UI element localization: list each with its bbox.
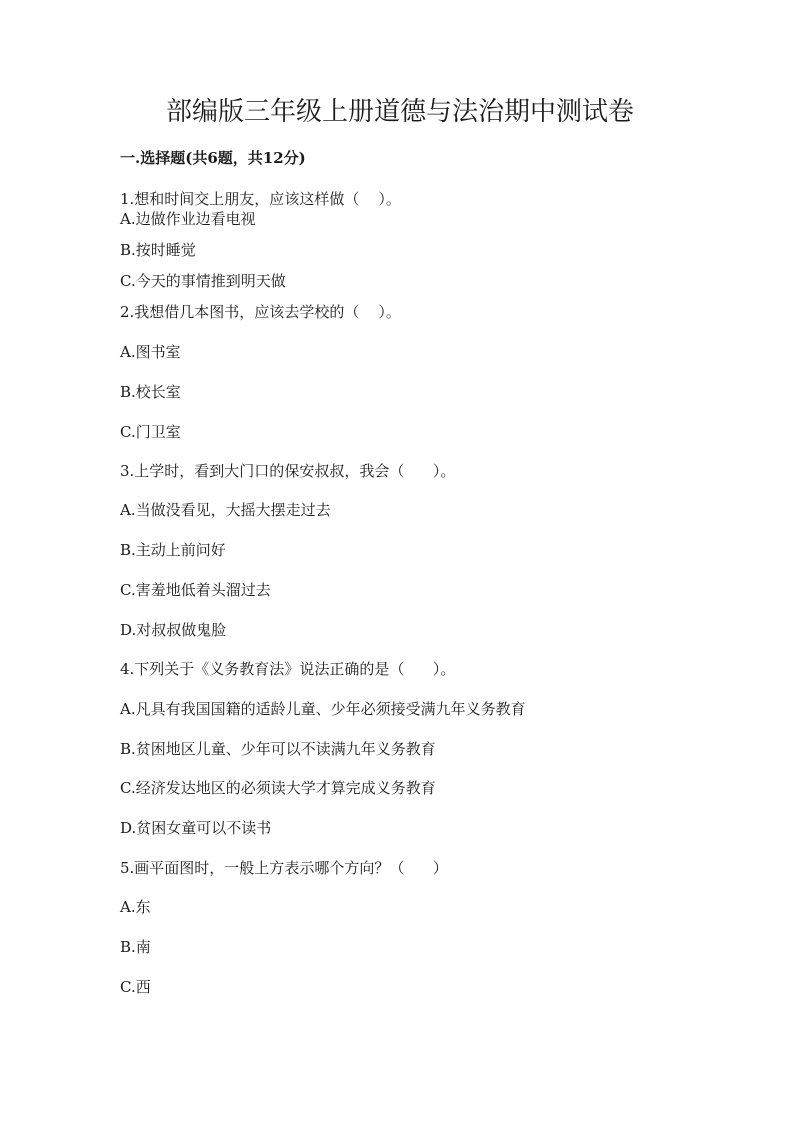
question-5-stem: 5.画平面图时，一般上方表示哪个方向？（ ）: [120, 859, 448, 877]
question-1-stem: 1.想和时间交上朋友，应该这样做（ ）。: [120, 190, 401, 208]
question-5-option-c: C.西: [120, 978, 151, 996]
question-4-option-d: D.贫困女童可以不读书: [120, 819, 272, 837]
question-5-option-a: A.东: [120, 898, 151, 916]
question-4-option-c: C.经济发达地区的必须读大学才算完成义务教育: [120, 779, 436, 797]
question-3-option-b: B.主动上前问好: [120, 541, 226, 559]
page-title: 部编版三年级上册道德与法治期中测试卷: [165, 97, 634, 127]
question-4-option-a: A.凡具有我国国籍的适龄儿童、少年必须接受满九年义务教育: [120, 700, 526, 718]
question-1-option-a: A.边做作业边看电视: [120, 210, 256, 228]
question-3-option-d: D.对叔叔做鬼脸: [120, 621, 227, 639]
question-3-option-c: C.害羞地低着头溜过去: [120, 581, 271, 599]
question-5-option-b: B.南: [120, 938, 151, 956]
question-3-option-a: A.当做没看见，大摇大摆走过去: [120, 501, 331, 519]
question-3-stem: 3.上学时，看到大门口的保安叔叔，我会（ ）。: [120, 462, 456, 480]
question-1-option-b: B.按时睡觉: [120, 241, 196, 259]
question-2-option-a: A.图书室: [120, 343, 181, 361]
section-heading: 一.选择题(共6题，共12分): [120, 149, 306, 167]
question-2-stem: 2.我想借几本图书，应该去学校的（ ）。: [120, 303, 401, 321]
question-1-option-c: C.今天的事情推到明天做: [120, 272, 286, 290]
question-2-option-b: B.校长室: [120, 383, 181, 401]
question-4-option-b: B.贫困地区儿童、少年可以不读满九年义务教育: [120, 740, 436, 758]
question-2-option-c: C.门卫室: [120, 423, 181, 441]
question-4-stem: 4.下列关于《义务教育法》说法正确的是（ ）。: [120, 660, 456, 678]
